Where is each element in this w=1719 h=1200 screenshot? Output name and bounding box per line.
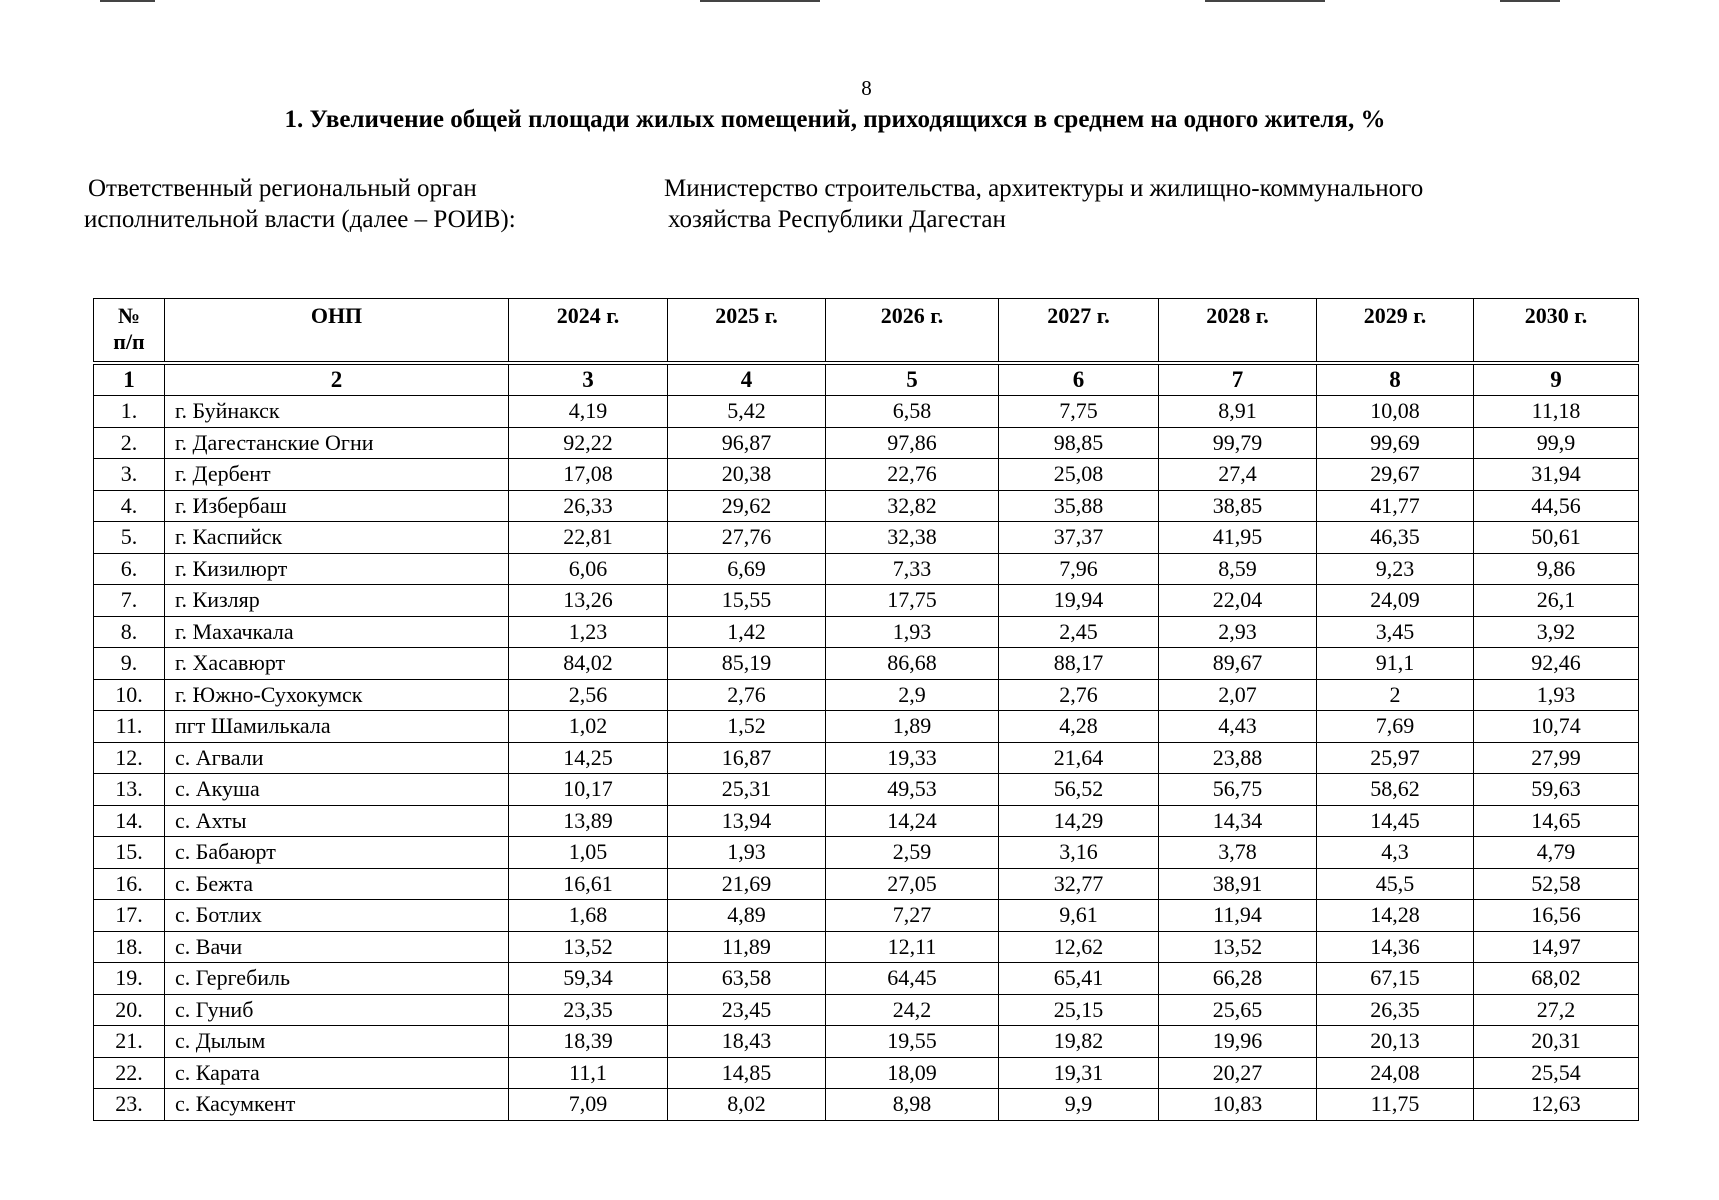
header-cell-2029: 2029 г.: [1317, 299, 1474, 364]
value-cell: 13,26: [509, 585, 668, 617]
value-cell: 85,19: [668, 648, 826, 680]
value-cell: 14,28: [1317, 900, 1474, 932]
value-cell: 2,76: [668, 679, 826, 711]
page-number: 8: [861, 76, 872, 100]
value-cell: 64,45: [826, 963, 999, 995]
value-cell: 11,75: [1317, 1089, 1474, 1121]
column-number-cell: 4: [668, 363, 826, 396]
settlement-name-cell: с. Агвали: [165, 742, 509, 774]
value-cell: 5,42: [668, 396, 826, 428]
header-cell-2024: 2024 г.: [509, 299, 668, 364]
table-row: [94, 994, 1639, 1026]
row-number-cell: 4.: [94, 490, 165, 522]
table-body: [94, 396, 1639, 1121]
value-cell: 2,45: [999, 616, 1159, 648]
value-cell: 24,09: [1317, 585, 1474, 617]
column-number-cell: 2: [165, 363, 509, 396]
value-cell: 13,52: [509, 931, 668, 963]
row-number-cell: 10.: [94, 679, 165, 711]
value-cell: 98,85: [999, 427, 1159, 459]
value-cell: 14,25: [509, 742, 668, 774]
value-cell: 7,75: [999, 396, 1159, 428]
value-cell: 14,65: [1474, 805, 1639, 837]
table-row: [94, 396, 1639, 428]
row-number-cell: 15.: [94, 837, 165, 869]
value-cell: 41,95: [1159, 522, 1317, 554]
value-cell: 86,68: [826, 648, 999, 680]
settlement-name-cell: г. Кизилюрт: [165, 553, 509, 585]
settlement-name-cell: г. Дербент: [165, 459, 509, 491]
settlement-name-cell: с. Ахты: [165, 805, 509, 837]
value-cell: 9,23: [1317, 553, 1474, 585]
header-cell-name: ОНП: [165, 299, 509, 364]
value-cell: 2,9: [826, 679, 999, 711]
value-cell: 6,58: [826, 396, 999, 428]
value-cell: 1,68: [509, 900, 668, 932]
value-cell: 27,99: [1474, 742, 1639, 774]
row-number-cell: 13.: [94, 774, 165, 806]
value-cell: 29,67: [1317, 459, 1474, 491]
value-cell: 14,45: [1317, 805, 1474, 837]
value-cell: 20,31: [1474, 1026, 1639, 1058]
value-cell: 68,02: [1474, 963, 1639, 995]
value-cell: 15,55: [668, 585, 826, 617]
value-cell: 4,89: [668, 900, 826, 932]
value-cell: 12,63: [1474, 1089, 1639, 1121]
table-row: [94, 427, 1639, 459]
value-cell: 8,02: [668, 1089, 826, 1121]
value-cell: 45,5: [1317, 868, 1474, 900]
row-number-cell: 7.: [94, 585, 165, 617]
value-cell: 1,02: [509, 711, 668, 743]
table-row: [94, 1057, 1639, 1089]
value-cell: 27,2: [1474, 994, 1639, 1026]
value-cell: 99,79: [1159, 427, 1317, 459]
value-cell: 4,3: [1317, 837, 1474, 869]
row-number-cell: 8.: [94, 616, 165, 648]
value-cell: 4,43: [1159, 711, 1317, 743]
indicator-table: [93, 298, 1639, 1121]
value-cell: 1,93: [826, 616, 999, 648]
table-row: [94, 742, 1639, 774]
value-cell: 2,59: [826, 837, 999, 869]
table-row: [94, 868, 1639, 900]
value-cell: 14,36: [1317, 931, 1474, 963]
value-cell: 20,27: [1159, 1057, 1317, 1089]
value-cell: 3,16: [999, 837, 1159, 869]
settlement-name-cell: с. Дылым: [165, 1026, 509, 1058]
value-cell: 37,37: [999, 522, 1159, 554]
table-row: [94, 616, 1639, 648]
value-cell: 22,81: [509, 522, 668, 554]
value-cell: 8,98: [826, 1089, 999, 1121]
row-number-cell: 14.: [94, 805, 165, 837]
value-cell: 9,9: [999, 1089, 1159, 1121]
responsible-label-line2: исполнительной власти (далее – РОИВ):: [84, 206, 516, 233]
value-cell: 52,58: [1474, 868, 1639, 900]
value-cell: 4,79: [1474, 837, 1639, 869]
settlement-name-cell: пгт Шамилькала: [165, 711, 509, 743]
responsible-label-line1: Ответственный региональный орган: [88, 175, 477, 202]
value-cell: 99,69: [1317, 427, 1474, 459]
value-cell: 59,34: [509, 963, 668, 995]
value-cell: 23,45: [668, 994, 826, 1026]
row-number-cell: 16.: [94, 868, 165, 900]
settlement-name-cell: г. Каспийск: [165, 522, 509, 554]
value-cell: 2: [1317, 679, 1474, 711]
value-cell: 7,09: [509, 1089, 668, 1121]
value-cell: 21,69: [668, 868, 826, 900]
settlement-name-cell: с. Ботлих: [165, 900, 509, 932]
value-cell: 17,08: [509, 459, 668, 491]
value-cell: 65,41: [999, 963, 1159, 995]
header-cell-2025: 2025 г.: [668, 299, 826, 364]
column-number-cell: 9: [1474, 363, 1639, 396]
value-cell: 24,08: [1317, 1057, 1474, 1089]
table-row: [94, 522, 1639, 554]
settlement-name-cell: г. Махачкала: [165, 616, 509, 648]
value-cell: 20,13: [1317, 1026, 1474, 1058]
value-cell: 4,19: [509, 396, 668, 428]
value-cell: 1,93: [668, 837, 826, 869]
value-cell: 58,62: [1317, 774, 1474, 806]
column-number-cell: 1: [94, 363, 165, 396]
header-cell-2028: 2028 г.: [1159, 299, 1317, 364]
value-cell: 23,88: [1159, 742, 1317, 774]
settlement-name-cell: г. Буйнакск: [165, 396, 509, 428]
value-cell: 17,75: [826, 585, 999, 617]
value-cell: 67,15: [1317, 963, 1474, 995]
settlement-name-cell: с. Гуниб: [165, 994, 509, 1026]
value-cell: 3,45: [1317, 616, 1474, 648]
value-cell: 7,33: [826, 553, 999, 585]
settlement-name-cell: с. Гергебиль: [165, 963, 509, 995]
value-cell: 10,08: [1317, 396, 1474, 428]
value-cell: 14,24: [826, 805, 999, 837]
header-cell-2030: 2030 г.: [1474, 299, 1639, 364]
responsible-authority-label: [84, 173, 668, 235]
value-cell: 6,69: [668, 553, 826, 585]
value-cell: 24,2: [826, 994, 999, 1026]
value-cell: 4,28: [999, 711, 1159, 743]
value-cell: 3,78: [1159, 837, 1317, 869]
value-cell: 26,35: [1317, 994, 1474, 1026]
value-cell: 19,33: [826, 742, 999, 774]
settlement-name-cell: г. Дагестанские Огни: [165, 427, 509, 459]
value-cell: 25,97: [1317, 742, 1474, 774]
value-cell: 99,9: [1474, 427, 1639, 459]
table-row: [94, 805, 1639, 837]
value-cell: 89,67: [1159, 648, 1317, 680]
value-cell: 16,61: [509, 868, 668, 900]
value-cell: 1,93: [1474, 679, 1639, 711]
value-cell: 18,09: [826, 1057, 999, 1089]
row-number-cell: 12.: [94, 742, 165, 774]
row-number-cell: 9.: [94, 648, 165, 680]
settlement-name-cell: с. Бабаюрт: [165, 837, 509, 869]
value-cell: 26,1: [1474, 585, 1639, 617]
table-row: [94, 963, 1639, 995]
settlement-name-cell: с. Касумкент: [165, 1089, 509, 1121]
value-cell: 1,23: [509, 616, 668, 648]
value-cell: 27,76: [668, 522, 826, 554]
value-cell: 59,63: [1474, 774, 1639, 806]
value-cell: 12,62: [999, 931, 1159, 963]
scan-edge-mark: [1205, 0, 1325, 2]
value-cell: 1,52: [668, 711, 826, 743]
row-number-cell: 19.: [94, 963, 165, 995]
table-row: [94, 553, 1639, 585]
column-number-cell: 8: [1317, 363, 1474, 396]
column-number-cell: 3: [509, 363, 668, 396]
scan-edge-mark: [100, 0, 155, 2]
value-cell: 14,29: [999, 805, 1159, 837]
value-cell: 19,55: [826, 1026, 999, 1058]
value-cell: 32,38: [826, 522, 999, 554]
value-cell: 18,39: [509, 1026, 668, 1058]
value-cell: 32,82: [826, 490, 999, 522]
column-number-cell: 5: [826, 363, 999, 396]
value-cell: 2,76: [999, 679, 1159, 711]
value-cell: 84,02: [509, 648, 668, 680]
row-number-cell: 5.: [94, 522, 165, 554]
value-cell: 14,97: [1474, 931, 1639, 963]
value-cell: 1,42: [668, 616, 826, 648]
table-row: [94, 490, 1639, 522]
value-cell: 19,31: [999, 1057, 1159, 1089]
value-cell: 11,89: [668, 931, 826, 963]
table-header-row: [94, 299, 1639, 364]
value-cell: 50,61: [1474, 522, 1639, 554]
row-number-cell: 11.: [94, 711, 165, 743]
value-cell: 2,56: [509, 679, 668, 711]
row-number-cell: 20.: [94, 994, 165, 1026]
value-cell: 21,64: [999, 742, 1159, 774]
value-cell: 8,59: [1159, 553, 1317, 585]
value-cell: 96,87: [668, 427, 826, 459]
row-number-cell: 3.: [94, 459, 165, 491]
value-cell: 25,15: [999, 994, 1159, 1026]
value-cell: 41,77: [1317, 490, 1474, 522]
value-cell: 92,46: [1474, 648, 1639, 680]
value-cell: 66,28: [1159, 963, 1317, 995]
value-cell: 25,08: [999, 459, 1159, 491]
row-number-cell: 22.: [94, 1057, 165, 1089]
value-cell: 63,58: [668, 963, 826, 995]
value-cell: 2,93: [1159, 616, 1317, 648]
value-cell: 38,85: [1159, 490, 1317, 522]
value-cell: 14,34: [1159, 805, 1317, 837]
value-cell: 22,76: [826, 459, 999, 491]
value-cell: 14,85: [668, 1057, 826, 1089]
value-cell: 19,82: [999, 1026, 1159, 1058]
value-cell: 26,33: [509, 490, 668, 522]
settlement-name-cell: г. Кизляр: [165, 585, 509, 617]
row-number-cell: 21.: [94, 1026, 165, 1058]
value-cell: 46,35: [1317, 522, 1474, 554]
value-cell: 19,94: [999, 585, 1159, 617]
header-cell-2026: 2026 г.: [826, 299, 999, 364]
value-cell: 27,05: [826, 868, 999, 900]
table-row: [94, 711, 1639, 743]
row-number-cell: 23.: [94, 1089, 165, 1121]
value-cell: 91,1: [1317, 648, 1474, 680]
scan-edge-mark: [1500, 0, 1560, 2]
value-cell: 56,75: [1159, 774, 1317, 806]
settlement-name-cell: с. Карата: [165, 1057, 509, 1089]
settlement-name-cell: с. Вачи: [165, 931, 509, 963]
header-cell-2027: 2027 г.: [999, 299, 1159, 364]
value-cell: 38,91: [1159, 868, 1317, 900]
row-number-cell: 18.: [94, 931, 165, 963]
value-cell: 13,52: [1159, 931, 1317, 963]
value-cell: 97,86: [826, 427, 999, 459]
page-title: 1. Увеличение общей площади жилых помещений, приходящихся в среднем на одного жителя, %: [284, 106, 1386, 133]
value-cell: 25,54: [1474, 1057, 1639, 1089]
value-cell: 18,43: [668, 1026, 826, 1058]
value-cell: 13,89: [509, 805, 668, 837]
value-cell: 8,91: [1159, 396, 1317, 428]
value-cell: 7,27: [826, 900, 999, 932]
row-number-cell: 2.: [94, 427, 165, 459]
value-cell: 92,22: [509, 427, 668, 459]
value-cell: 49,53: [826, 774, 999, 806]
value-cell: 11,94: [1159, 900, 1317, 932]
value-cell: 22,04: [1159, 585, 1317, 617]
value-cell: 11,18: [1474, 396, 1639, 428]
value-cell: 19,96: [1159, 1026, 1317, 1058]
value-cell: 10,17: [509, 774, 668, 806]
table-row: [94, 459, 1639, 491]
value-cell: 1,89: [826, 711, 999, 743]
responsible-value-line1: Министерство строительства, архитектуры и жилищно-коммунального: [664, 175, 1424, 202]
value-cell: 29,62: [668, 490, 826, 522]
table-row: [94, 837, 1639, 869]
column-number-cell: 6: [999, 363, 1159, 396]
value-cell: 7,69: [1317, 711, 1474, 743]
value-cell: 2,07: [1159, 679, 1317, 711]
settlement-name-cell: с. Бежта: [165, 868, 509, 900]
table-row: [94, 679, 1639, 711]
value-cell: 44,56: [1474, 490, 1639, 522]
responsible-value-line2: хозяйства Республики Дагестан: [668, 206, 1006, 233]
header-cell-number: № п/п: [94, 299, 165, 364]
column-number-row: [94, 363, 1639, 396]
value-cell: 20,38: [668, 459, 826, 491]
value-cell: 27,4: [1159, 459, 1317, 491]
row-number-cell: 1.: [94, 396, 165, 428]
row-number-cell: 17.: [94, 900, 165, 932]
responsible-authority-value: [664, 173, 1564, 235]
value-cell: 1,05: [509, 837, 668, 869]
table-row: [94, 931, 1639, 963]
settlement-name-cell: г. Хасавюрт: [165, 648, 509, 680]
value-cell: 56,52: [999, 774, 1159, 806]
value-cell: 88,17: [999, 648, 1159, 680]
settlement-name-cell: г. Южно-Сухокумск: [165, 679, 509, 711]
value-cell: 13,94: [668, 805, 826, 837]
value-cell: 25,31: [668, 774, 826, 806]
value-cell: 32,77: [999, 868, 1159, 900]
value-cell: 16,87: [668, 742, 826, 774]
value-cell: 35,88: [999, 490, 1159, 522]
column-number-cell: 7: [1159, 363, 1317, 396]
table-row: [94, 585, 1639, 617]
value-cell: 3,92: [1474, 616, 1639, 648]
value-cell: 16,56: [1474, 900, 1639, 932]
value-cell: 7,96: [999, 553, 1159, 585]
table-row: [94, 1089, 1639, 1121]
table-row: [94, 648, 1639, 680]
table-row: [94, 1026, 1639, 1058]
value-cell: 10,83: [1159, 1089, 1317, 1121]
settlement-name-cell: г. Избербаш: [165, 490, 509, 522]
scan-edge-mark: [700, 0, 820, 2]
value-cell: 10,74: [1474, 711, 1639, 743]
value-cell: 23,35: [509, 994, 668, 1026]
table-row: [94, 774, 1639, 806]
table-row: [94, 900, 1639, 932]
value-cell: 31,94: [1474, 459, 1639, 491]
value-cell: 9,86: [1474, 553, 1639, 585]
value-cell: 12,11: [826, 931, 999, 963]
settlement-name-cell: с. Акуша: [165, 774, 509, 806]
value-cell: 11,1: [509, 1057, 668, 1089]
value-cell: 6,06: [509, 553, 668, 585]
value-cell: 25,65: [1159, 994, 1317, 1026]
row-number-cell: 6.: [94, 553, 165, 585]
value-cell: 9,61: [999, 900, 1159, 932]
